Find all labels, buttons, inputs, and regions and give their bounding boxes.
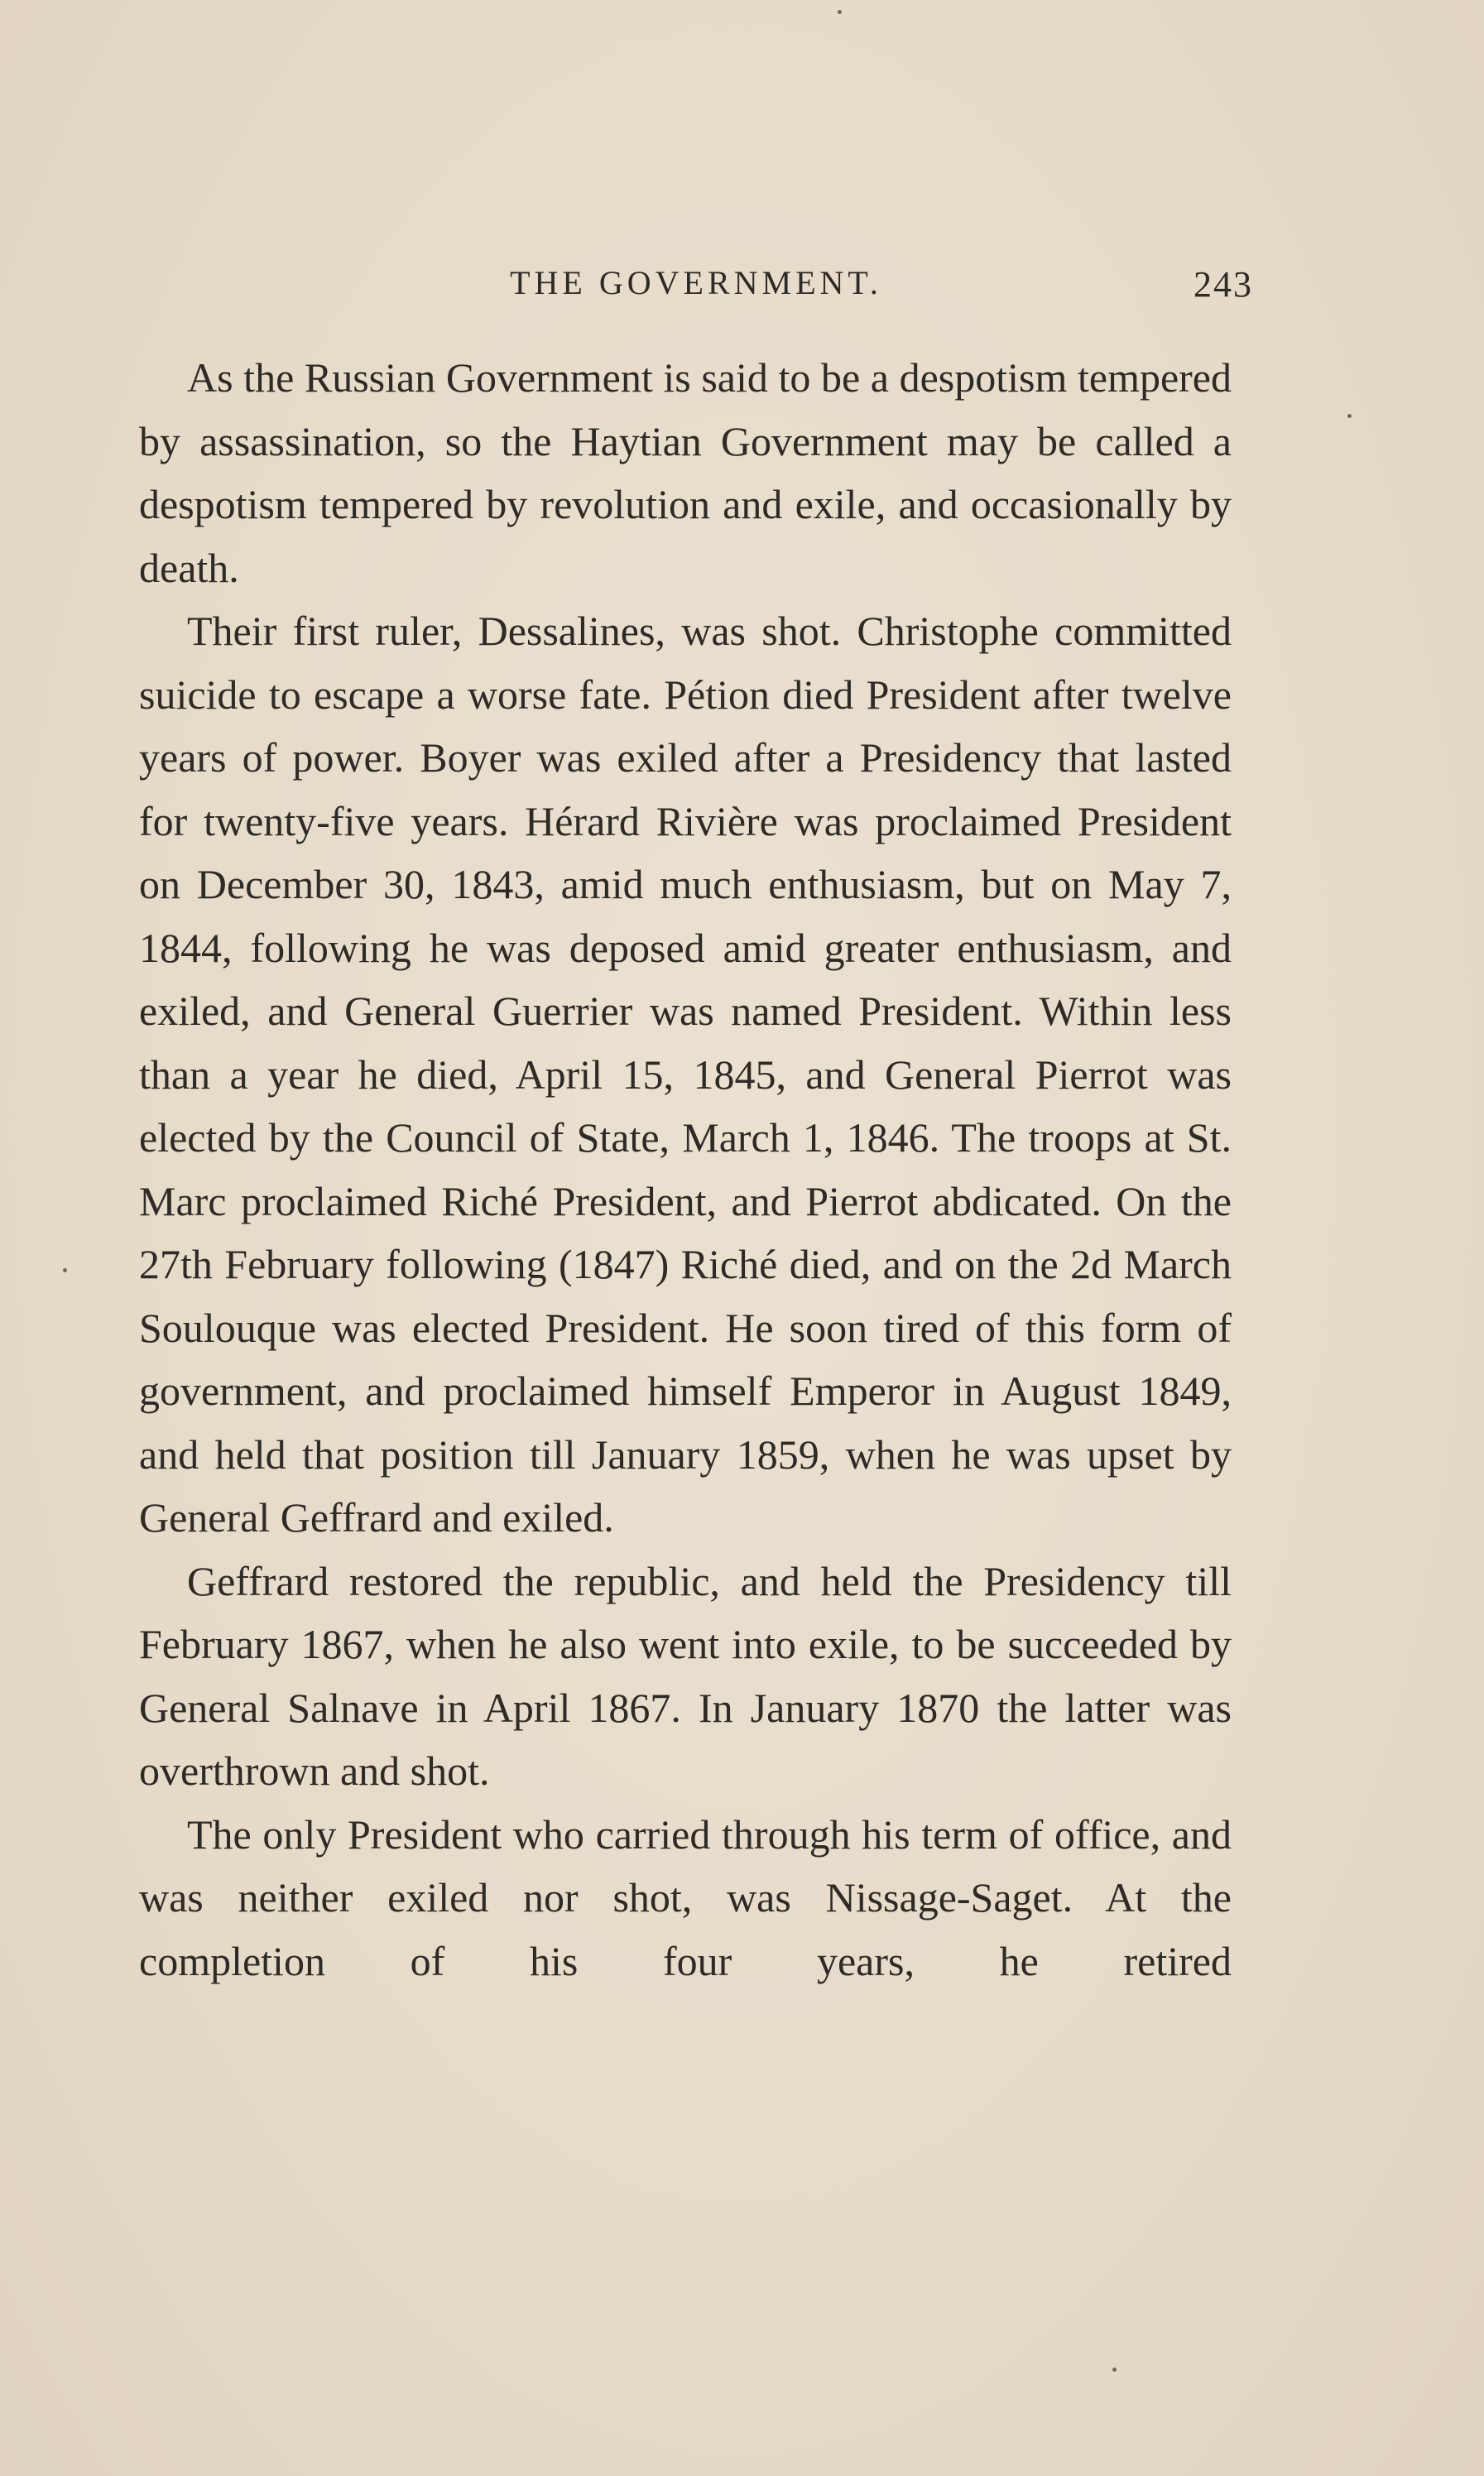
paper-speck [63,1268,67,1272]
paragraph-3: Geffrard restored the republic, and held the Presidency till February 1867, when he also went into exile, to be succeeded by General Salnave in April 1867. In January 1870 the latter was overthrown and shot. [139,1557,1232,1794]
running-head-title: THE GOVERNMENT. [510,264,882,301]
paper-speck [1112,2368,1117,2372]
page-number: 243 [1193,264,1253,305]
paragraph-2: Their first ruler, Dessalines, was shot. Christophe committed suicide to escape a worse fate. Pétion died President after twelve years of power. Boyer was exiled after a Presidency that lasted for twenty-five years. Hérard Rivière was proclaimed President on December 30, 1843, amid much enthusiasm, but on May 7, 1844, following he was deposed amid greater enthusiasm, and exiled, and General Guerrier was named President. Within less than a year he died, April 15, 1845, and General Pierrot was elected by the Council of State, March 1, 1846. The troops at St. Marc proclaimed Riché President, and Pierrot abdicated. On the 27th February following (1847) Riché died, and on the 2d March Soulouque was elected President. He soon tired of this form of government, and proclaimed himself Emperor in August 1849, and held that position till January 1859, when he was upset by General Geffrard and exiled. [139,608,1232,1541]
paragraph-4: The only President who carried through his term of office, and was neither exiled nor shot, was Nissage-Saget. At the completion of his four years, he retired [139,1810,1232,1984]
body-text [139,346,1232,1993]
running-head [139,263,1253,313]
paper-speck [1347,414,1352,418]
paragraph-1: As the Russian Government is said to be a despotism tempered by assassination, so the Haytian Government may be called a despotism tempered by revolution and exile, and occasionally by death. [139,354,1232,591]
paper-speck [838,10,842,14]
